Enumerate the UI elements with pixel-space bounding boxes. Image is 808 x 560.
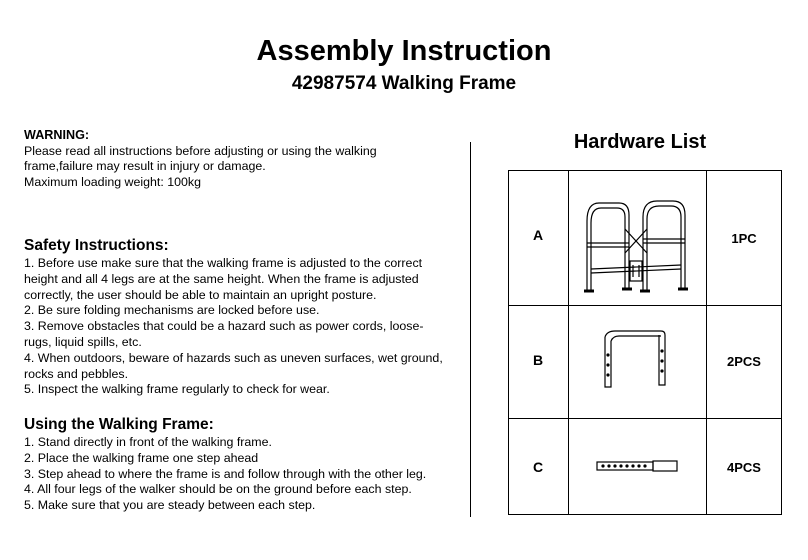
warning-section (24, 128, 472, 190)
hardware-table (508, 170, 782, 515)
safety-line: 5. Inspect the walking frame regularly to check for wear. (24, 382, 330, 397)
page-title: Assembly Instruction (256, 35, 552, 67)
using-heading: Using the Walking Frame: (24, 416, 214, 433)
leg-extension-tube-icon (569, 454, 705, 478)
safety-line: 1. Before use make sure that the walking frame is adjusted to the correct (24, 256, 423, 270)
hardware-list-title: Hardware List (573, 131, 707, 153)
hardware-qty: 1PC (731, 231, 757, 246)
warning-heading: WARNING: (24, 128, 90, 142)
safety-heading: Safety Instructions: (24, 237, 169, 254)
warning-line: Please read all instructions before adjusting or using the walking (24, 143, 377, 158)
safety-line: 2. Be sure folding mechanisms are locked before use. (24, 303, 320, 318)
product-subtitle: 42987574 Walking Frame (291, 73, 517, 94)
using-section (24, 416, 474, 514)
using-line: 1. Stand directly in front of the walking frame. (24, 435, 272, 449)
hardware-qty: 4PCS (727, 460, 761, 475)
hardware-qty: 2PCS (727, 354, 761, 369)
hardware-row-c (509, 418, 781, 514)
hardware-letter: C (532, 459, 544, 475)
safety-line: correctly, the user should be able to maintain an upright posture. (24, 287, 377, 302)
column-divider (470, 142, 471, 517)
warning-line: Maximum loading weight: 100kg (24, 174, 202, 189)
hardware-row-b (509, 305, 781, 419)
using-line: 5. Make sure that you are steady between each step. (24, 498, 316, 513)
leg-bracket-icon (569, 327, 705, 397)
walking-frame-icon (569, 181, 705, 299)
using-line: 3. Step ahead to where the frame is and follow through with the other leg. (24, 466, 427, 481)
hardware-letter: A (532, 227, 544, 243)
hardware-letter: B (532, 352, 544, 368)
using-line: 4. All four legs of the walker should be on the ground before each step. (24, 482, 412, 497)
safety-section (24, 237, 474, 398)
safety-line: 3. Remove obstacles that could be a hazard such as power cords, loose- (24, 319, 424, 334)
safety-line: 4. When outdoors, beware of hazards such as uneven surfaces, wet ground, (24, 350, 443, 365)
using-line: 2. Place the walking frame one step ahead (24, 450, 259, 465)
warning-line: frame,failure may result in injury or damage. (24, 159, 266, 174)
safety-line: rugs, liquid spills, etc. (24, 334, 142, 349)
safety-line: height and all 4 legs are at the same height. When the frame is adjusted (24, 271, 419, 286)
safety-line: rocks and pebbles. (24, 366, 129, 381)
hardware-row-a (509, 171, 781, 306)
